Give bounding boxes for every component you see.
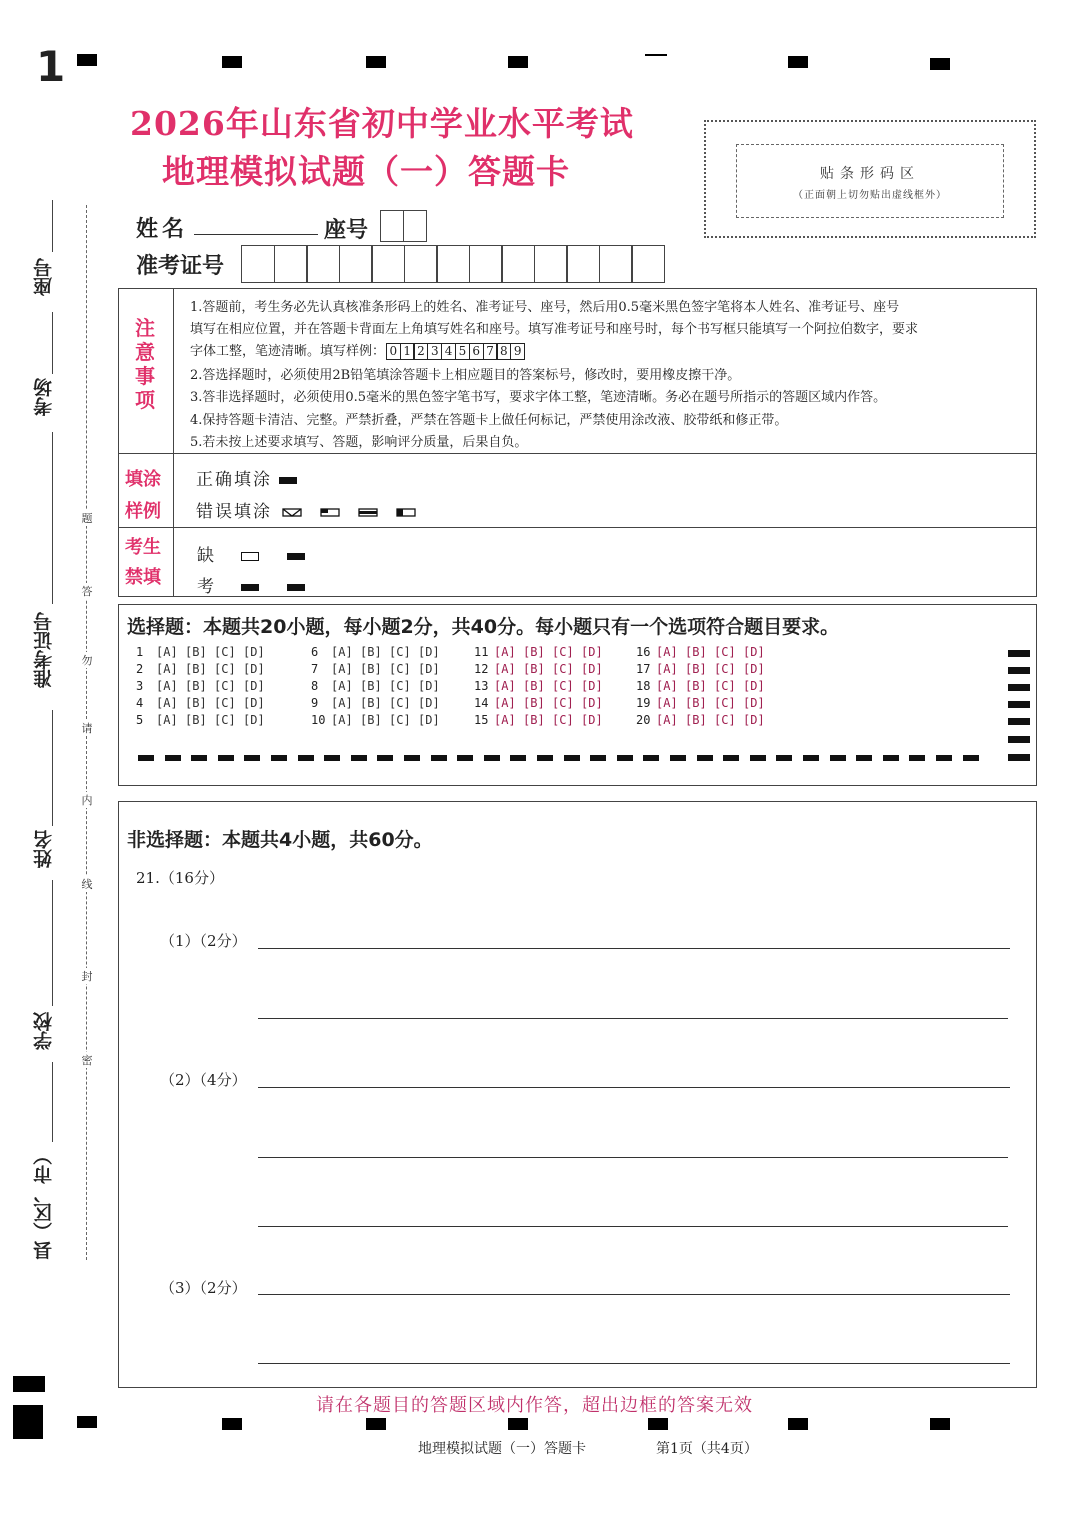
mc-option-bubble[interactable]: [B] <box>523 645 545 659</box>
mc-option-bubble[interactable]: [C] <box>714 645 736 659</box>
side-fill-line <box>52 312 53 374</box>
mc-question-row <box>474 662 610 676</box>
wrong-fill-text: 错误填涂 <box>196 497 431 522</box>
mc-option-bubble[interactable]: [D] <box>418 713 440 727</box>
footer-warning: 请在各题目的答题区域内作答，超出边框的答案无效 <box>316 1395 753 1416</box>
mc-option-bubble[interactable]: [A] <box>331 713 353 727</box>
seal-char: 题 <box>81 512 93 525</box>
mc-question-row <box>311 662 447 676</box>
correct-fill-text: 正确填涂 <box>196 465 297 490</box>
timing-dash <box>244 755 260 761</box>
mc-option-bubble[interactable]: [A] <box>331 645 353 659</box>
notice-item4: 4.保持答题卡清洁、完整。严禁折叠，严禁在答题卡上做任何标记，严禁使用涂改液、胶带纸和修正带。 <box>190 413 788 428</box>
mc-question-row <box>636 696 772 710</box>
timing-dash <box>909 755 925 761</box>
timing-mark <box>1008 736 1030 743</box>
mc-option-bubble[interactable]: [B] <box>360 679 382 693</box>
seat-label: 座号 <box>324 217 369 243</box>
title-line1: 2026年山东省初中学业水平考试 <box>130 104 634 143</box>
absent-kao-mark-1 <box>241 584 259 591</box>
alignment-mark <box>645 54 667 56</box>
side-name-label: 姓名 <box>33 830 55 868</box>
notice-item1-line2: 填写在相应位置，并在答题卡背面左上角填写姓名和座号。填写准考证号和座号时，每个书写框只能填写一个阿拉伯数字，要求 <box>190 322 919 337</box>
question-21-label: 21.（16分） <box>136 869 224 887</box>
timing-dash <box>697 755 713 761</box>
seal-char: 密 <box>81 1054 93 1067</box>
mc-question-number: 9 <box>311 696 319 710</box>
timing-dash <box>537 755 553 761</box>
mc-option-bubble[interactable]: [C] <box>389 679 411 693</box>
notice-item3: 3.答非选择题时，必须使用0.5毫米的黑色签字笔书写，要求字体工整，笔迹清晰。务必在题号所指示的答题区域内作答。 <box>190 390 887 405</box>
alignment-mark <box>13 1405 43 1439</box>
mc-option-bubble[interactable]: [B] <box>523 679 545 693</box>
mc-option-bubble[interactable]: [C] <box>552 645 574 659</box>
title-line2: 地理模拟试题（一）答题卡 <box>162 152 570 191</box>
mc-option-bubble[interactable]: [A] <box>656 713 678 727</box>
mc-option-bubble[interactable]: [D] <box>243 679 265 693</box>
side-county-label: 县（区、市） <box>33 1146 55 1260</box>
timing-dash <box>936 755 952 761</box>
timing-dash <box>484 755 500 761</box>
mc-question-row <box>474 696 610 710</box>
answer-line[interactable] <box>258 1018 1008 1019</box>
mc-option-bubble[interactable]: [D] <box>581 679 603 693</box>
fill-example-label: 填涂 样例 <box>125 469 161 522</box>
mc-option-bubble[interactable]: [D] <box>418 696 440 710</box>
mc-option-bubble[interactable]: [D] <box>418 662 440 676</box>
mc-option-bubble[interactable]: [B] <box>360 713 382 727</box>
mc-option-bubble[interactable]: [A] <box>156 645 178 659</box>
barcode-area <box>704 120 1036 238</box>
alignment-mark <box>788 56 808 68</box>
timing-dash <box>165 755 181 761</box>
mc-option-bubble[interactable]: [B] <box>685 679 707 693</box>
mc-question-row <box>136 696 272 710</box>
alignment-mark <box>508 1418 528 1430</box>
sample-digits: 0 1 2 3 4 5 6 7 8 9 <box>387 343 525 360</box>
barcode-subtitle: （正面朝上切勿贴出虚线框外） <box>793 190 947 201</box>
answer-line[interactable] <box>258 948 1010 949</box>
mc-option-bubble[interactable]: [A] <box>156 662 178 676</box>
mc-option-bubble[interactable]: [D] <box>743 696 765 710</box>
mc-question-number: 5 <box>136 713 144 727</box>
mc-question-number: 16 <box>636 645 651 659</box>
timing-dash <box>218 755 234 761</box>
timing-dash <box>856 755 872 761</box>
mc-question-number: 2 <box>136 662 144 676</box>
mc-option-bubble[interactable]: [C] <box>389 713 411 727</box>
wrong-fill-marks <box>281 506 431 520</box>
mc-option-bubble[interactable]: [C] <box>214 662 236 676</box>
mc-question-row <box>311 645 447 659</box>
timing-dash <box>191 755 207 761</box>
mc-option-bubble[interactable]: [A] <box>494 645 516 659</box>
notice-item1-line1: 1.答题前，考生务必先认真核准条形码上的姓名、准考证号、座号，然后用0.5毫米黑色签字笔将本人姓名、准考证号、座号 <box>190 300 900 315</box>
mc-option-bubble[interactable]: [B] <box>185 645 207 659</box>
mc-question-number: 1 <box>136 645 144 659</box>
mc-question-row <box>136 713 272 727</box>
mc-question-row <box>636 679 772 693</box>
mc-question-number: 14 <box>474 696 489 710</box>
mc-option-bubble[interactable]: [B] <box>185 679 207 693</box>
timing-dash <box>324 755 340 761</box>
mc-question-row <box>136 679 272 693</box>
seal-char: 请 <box>81 722 93 735</box>
answer-line[interactable] <box>258 1363 1010 1364</box>
mc-option-bubble[interactable]: [C] <box>389 662 411 676</box>
side-fill-line <box>52 710 53 826</box>
side-exam-id-label: 准考证号 <box>33 612 55 688</box>
timing-mark <box>1008 650 1030 657</box>
alignment-mark <box>930 1418 950 1430</box>
timing-mark <box>1008 701 1030 708</box>
timing-dash <box>643 755 659 761</box>
mc-option-bubble[interactable]: [C] <box>714 662 736 676</box>
mc-option-bubble[interactable]: [C] <box>214 696 236 710</box>
timing-dash <box>564 755 580 761</box>
mc-question-number: 13 <box>474 679 489 693</box>
alignment-mark <box>366 1418 386 1430</box>
mc-question-number: 17 <box>636 662 651 676</box>
alignment-mark <box>788 1418 808 1430</box>
alignment-mark <box>648 1418 668 1430</box>
mc-option-bubble[interactable]: [B] <box>360 662 382 676</box>
timing-dash <box>617 755 633 761</box>
page-footer-right: 第1页（共4页） <box>656 1441 758 1457</box>
mc-question-row <box>636 662 772 676</box>
timing-dash <box>431 755 447 761</box>
mc-question-number: 15 <box>474 713 489 727</box>
timing-dash <box>351 755 367 761</box>
mc-option-bubble[interactable]: [D] <box>243 696 265 710</box>
timing-dash <box>590 755 606 761</box>
mc-option-bubble[interactable]: [B] <box>523 713 545 727</box>
exam-id-boxes[interactable] <box>241 245 665 283</box>
seal-char: 内 <box>81 794 93 807</box>
mc-question-number: 3 <box>136 679 144 693</box>
side-fill-line <box>52 880 53 1006</box>
non-choice-header: 非选择题：本题共4小题，共60分。 <box>127 829 433 851</box>
mc-option-bubble[interactable]: [D] <box>243 662 265 676</box>
absent-label: 考生 禁填 <box>125 537 161 588</box>
mc-option-bubble[interactable]: [C] <box>552 696 574 710</box>
mc-question-row <box>136 662 272 676</box>
mc-option-bubble[interactable]: [A] <box>656 645 678 659</box>
side-fill-line <box>52 200 53 252</box>
mc-question-row <box>136 645 272 659</box>
seal-char: 答 <box>81 585 93 598</box>
sub-question-1-label: （1）（2分） <box>160 932 247 950</box>
mc-question-number: 6 <box>311 645 319 659</box>
mc-option-bubble[interactable]: [A] <box>331 696 353 710</box>
notice-item1-line3: 字体工整，笔迹清晰。填写样例： 0 1 2 3 4 5 6 7 8 9 <box>190 340 525 360</box>
mc-option-bubble[interactable]: [A] <box>494 679 516 693</box>
mc-option-bubble[interactable]: [C] <box>552 679 574 693</box>
mc-option-bubble[interactable]: [B] <box>523 662 545 676</box>
correct-fill-mark <box>279 477 297 484</box>
mc-question-number: 12 <box>474 662 489 676</box>
mc-option-bubble[interactable]: [B] <box>185 713 207 727</box>
alignment-mark <box>77 54 97 66</box>
page-footer-left: 地理模拟试题（一）答题卡 <box>418 1441 586 1457</box>
mc-question-row <box>474 679 610 693</box>
mc-option-bubble[interactable]: [D] <box>581 645 603 659</box>
alignment-mark <box>222 1418 242 1430</box>
mc-question-number: 18 <box>636 679 651 693</box>
mc-question-row <box>474 713 610 727</box>
absent-empty-mark <box>241 552 259 561</box>
alignment-mark <box>13 1376 45 1392</box>
mc-option-bubble[interactable]: [D] <box>581 662 603 676</box>
mc-option-bubble[interactable]: [A] <box>656 662 678 676</box>
mc-question-row <box>311 679 447 693</box>
mc-option-bubble[interactable]: [B] <box>360 645 382 659</box>
timing-mark <box>1008 684 1030 691</box>
timing-dash <box>377 755 393 761</box>
barcode-inner-box <box>736 144 1004 218</box>
mc-option-bubble[interactable]: [A] <box>494 713 516 727</box>
mc-question-row <box>636 645 772 659</box>
mc-option-bubble[interactable]: [B] <box>685 713 707 727</box>
timing-mark <box>1008 667 1030 674</box>
mc-option-bubble[interactable]: [D] <box>581 696 603 710</box>
timing-dash <box>830 755 846 761</box>
mc-option-bubble[interactable]: [D] <box>743 679 765 693</box>
mc-question-row <box>311 696 447 710</box>
barcode-title: 贴条形码区 <box>820 166 920 182</box>
mc-option-bubble[interactable]: [A] <box>494 662 516 676</box>
mc-option-bubble[interactable]: [A] <box>156 696 178 710</box>
timing-dash <box>750 755 766 761</box>
answer-line[interactable] <box>258 1226 1008 1227</box>
side-school-label: 学校 <box>33 1012 55 1050</box>
timing-dash <box>803 755 819 761</box>
mc-question-row <box>474 645 610 659</box>
seal-char: 封 <box>81 970 93 983</box>
timing-mark <box>1008 718 1030 725</box>
mc-option-bubble[interactable]: [B] <box>185 696 207 710</box>
absent-que-row: 缺 <box>197 541 305 566</box>
mc-option-bubble[interactable]: [C] <box>552 662 574 676</box>
mc-question-number: 8 <box>311 679 319 693</box>
mc-question-number: 4 <box>136 696 144 710</box>
mc-option-bubble[interactable]: [B] <box>685 645 707 659</box>
mc-option-bubble[interactable]: [C] <box>552 713 574 727</box>
mc-option-bubble[interactable]: [B] <box>523 696 545 710</box>
mc-option-bubble[interactable]: [A] <box>331 679 353 693</box>
non-choice-box <box>118 801 1037 1388</box>
side-fill-line <box>52 1062 53 1142</box>
mc-option-bubble[interactable]: [B] <box>360 696 382 710</box>
mc-option-bubble[interactable]: [C] <box>389 696 411 710</box>
timing-dash <box>883 755 899 761</box>
mc-option-bubble[interactable]: [A] <box>331 662 353 676</box>
mc-option-bubble[interactable]: [B] <box>185 662 207 676</box>
page-number: 1 <box>36 42 66 91</box>
timing-dash <box>457 755 473 761</box>
mc-option-bubble[interactable]: [A] <box>656 696 678 710</box>
timing-dash <box>776 755 792 761</box>
absent-filled-mark <box>287 553 305 560</box>
mc-option-bubble[interactable]: [A] <box>494 696 516 710</box>
mc-option-bubble[interactable]: [D] <box>243 645 265 659</box>
mc-option-bubble[interactable]: [B] <box>685 662 707 676</box>
timing-dash <box>271 755 287 761</box>
mc-option-bubble[interactable]: [D] <box>581 713 603 727</box>
timing-dash <box>670 755 686 761</box>
side-seat-label: 座号 <box>33 258 55 296</box>
mc-question-number: 7 <box>311 662 319 676</box>
mc-option-bubble[interactable]: [A] <box>156 713 178 727</box>
mc-option-bubble[interactable]: [C] <box>214 713 236 727</box>
name-input-line[interactable] <box>194 234 318 235</box>
alignment-mark <box>508 56 528 68</box>
timing-dash <box>298 755 314 761</box>
seal-char: 勿 <box>81 654 93 667</box>
answer-line[interactable] <box>258 1157 1008 1158</box>
timing-dash <box>404 755 420 761</box>
mc-option-bubble[interactable]: [D] <box>743 713 765 727</box>
alignment-mark <box>366 56 386 68</box>
seal-char: 线 <box>81 878 93 891</box>
side-fill-line <box>52 432 53 604</box>
side-room-label: 考场 <box>33 378 55 416</box>
mc-option-bubble[interactable]: [D] <box>743 645 765 659</box>
mc-question-number: 11 <box>474 645 489 659</box>
mc-option-bubble[interactable]: [B] <box>685 696 707 710</box>
notice-item2: 2.答选择题时，必须使用2B铅笔填涂答题卡上相应题目的答案标号，修改时，要用橡皮擦干净。 <box>190 368 741 383</box>
mc-question-row <box>636 713 772 727</box>
mc-option-bubble[interactable]: [D] <box>243 713 265 727</box>
timing-dash <box>138 755 154 761</box>
notice-label: 注 意 事 项 <box>135 316 155 412</box>
mc-option-bubble[interactable]: [C] <box>214 679 236 693</box>
mc-question-number: 20 <box>636 713 651 727</box>
timing-dash <box>510 755 526 761</box>
exam-id-label: 准考证号 <box>136 253 225 279</box>
notice-item5: 5.若未按上述要求填写、答题，影响评分质量，后果自负。 <box>190 435 528 450</box>
mc-option-bubble[interactable]: [C] <box>714 696 736 710</box>
alignment-mark <box>930 58 950 70</box>
multiple-choice-header: 选择题：本题共20小题，每小题2分，共40分。每小题只有一个选项符合题目要求。 <box>127 616 840 638</box>
mc-option-bubble[interactable]: [D] <box>418 645 440 659</box>
mc-option-bubble[interactable]: [C] <box>714 679 736 693</box>
alignment-mark <box>222 56 242 68</box>
mc-option-bubble[interactable]: [C] <box>389 645 411 659</box>
name-label: 姓名 <box>136 216 189 242</box>
sub-question-2-label: （2）（4分） <box>160 1071 247 1089</box>
mc-question-number: 10 <box>311 713 326 727</box>
sub-question-3-label: （3）（2分） <box>160 1279 247 1297</box>
mc-question-row <box>311 713 447 727</box>
mc-option-bubble[interactable]: [D] <box>743 662 765 676</box>
seat-boxes[interactable] <box>380 210 427 242</box>
timing-dash <box>963 755 979 761</box>
answer-line[interactable] <box>258 1087 1010 1088</box>
mc-option-bubble[interactable]: [C] <box>714 713 736 727</box>
absent-kao-row[interactable]: 考 <box>197 572 305 597</box>
timing-mark <box>1008 754 1030 761</box>
answer-line[interactable] <box>258 1294 1010 1295</box>
mc-option-bubble[interactable]: [A] <box>156 679 178 693</box>
absent-kao-mark-2 <box>287 584 305 591</box>
mc-option-bubble[interactable]: [D] <box>418 679 440 693</box>
mc-question-number: 19 <box>636 696 651 710</box>
mc-option-bubble[interactable]: [C] <box>214 645 236 659</box>
timing-dash <box>723 755 739 761</box>
alignment-mark <box>77 1416 97 1428</box>
mc-option-bubble[interactable]: [A] <box>656 679 678 693</box>
